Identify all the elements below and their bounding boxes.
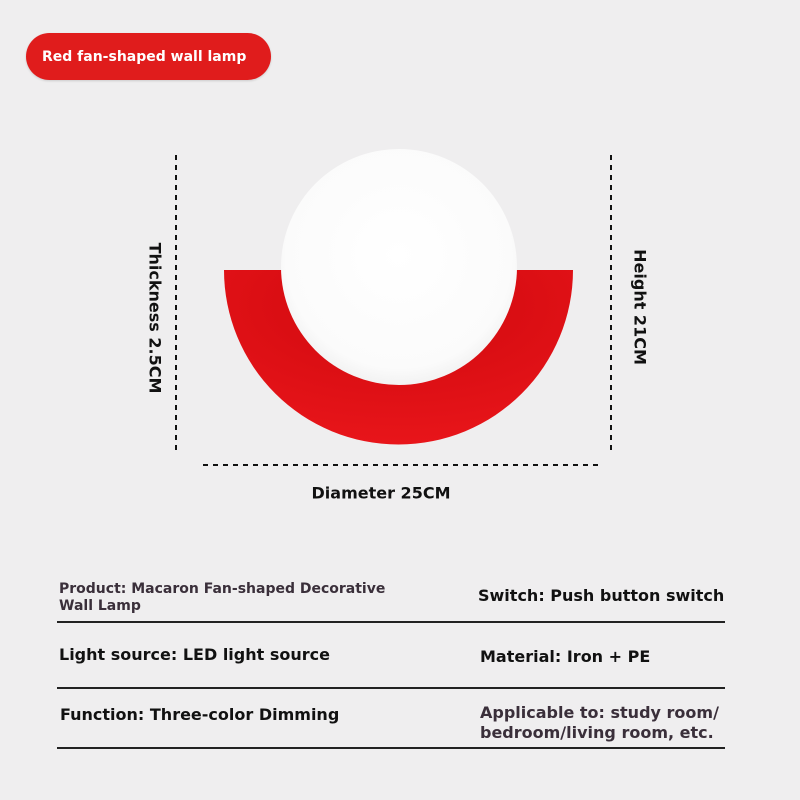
spec-divider-3 xyxy=(57,747,725,749)
title-badge-label: Red fan-shaped wall lamp xyxy=(42,48,247,65)
spec-divider-2 xyxy=(57,687,725,689)
lamp-globe xyxy=(281,149,517,385)
spec-light-source: Light source: LED light source xyxy=(59,645,330,664)
spec-applicable: Applicable to: study room/ bedroom/living room, etc. xyxy=(480,703,719,742)
spec-function: Function: Three-color Dimming xyxy=(60,705,340,724)
spec-switch: Switch: Push button switch xyxy=(478,586,725,605)
spec-divider-1 xyxy=(57,621,725,623)
spec-material: Material: Iron + PE xyxy=(480,647,651,666)
diameter-label: Diameter 25CM xyxy=(311,483,451,503)
thickness-label: Thickness 2.5CM xyxy=(145,242,165,394)
spec-product: Product: Macaron Fan-shaped Decorative Wall Lamp xyxy=(59,581,386,614)
height-label: Height 21CM xyxy=(630,249,650,365)
